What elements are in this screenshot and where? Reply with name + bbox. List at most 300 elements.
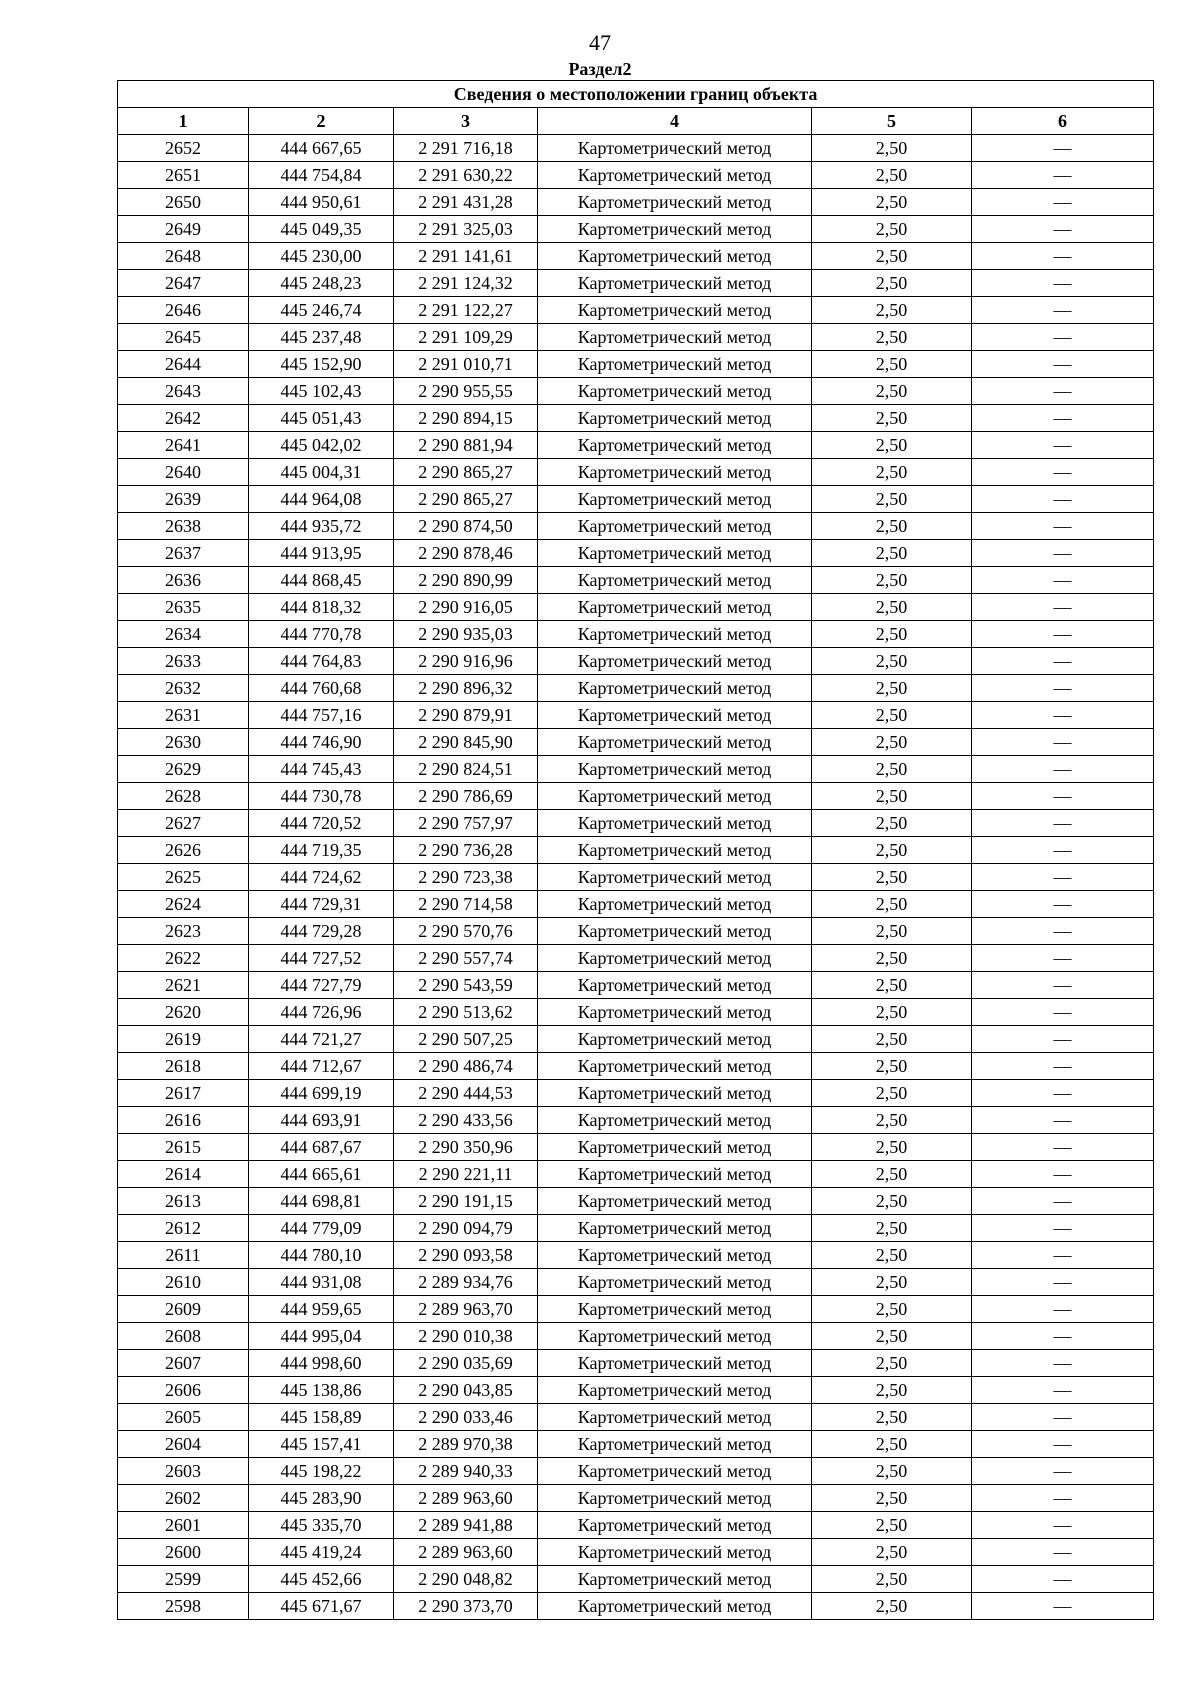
description-cell: — <box>972 648 1154 675</box>
table-row <box>118 972 1154 999</box>
y-coordinate-cell: 2 290 881,94 <box>394 432 538 459</box>
description-cell: — <box>972 135 1154 162</box>
method-cell: Картометрический метод <box>538 1431 812 1458</box>
accuracy-cell: 2,50 <box>812 1134 972 1161</box>
description-cell: — <box>972 1215 1154 1242</box>
method-cell: Картометрический метод <box>538 270 812 297</box>
x-coordinate-cell: 445 042,02 <box>249 432 394 459</box>
table-row <box>118 1377 1154 1404</box>
point-number-cell: 2616 <box>118 1107 249 1134</box>
x-coordinate-cell: 444 760,68 <box>249 675 394 702</box>
description-cell: — <box>972 162 1154 189</box>
point-number-cell: 2632 <box>118 675 249 702</box>
x-coordinate-cell: 444 729,28 <box>249 918 394 945</box>
y-coordinate-cell: 2 290 033,46 <box>394 1404 538 1431</box>
point-number-cell: 2619 <box>118 1026 249 1053</box>
accuracy-cell: 2,50 <box>812 351 972 378</box>
point-number-cell: 2640 <box>118 459 249 486</box>
table-row <box>118 324 1154 351</box>
point-number-cell: 2634 <box>118 621 249 648</box>
description-cell: — <box>972 1404 1154 1431</box>
table-body <box>118 81 1154 1620</box>
table-row <box>118 1242 1154 1269</box>
description-cell: — <box>972 216 1154 243</box>
method-cell: Картометрический метод <box>538 999 812 1026</box>
point-number-cell: 2621 <box>118 972 249 999</box>
y-coordinate-cell: 2 290 824,51 <box>394 756 538 783</box>
y-coordinate-cell: 2 290 714,58 <box>394 891 538 918</box>
table-row <box>118 1296 1154 1323</box>
x-coordinate-cell: 445 051,43 <box>249 405 394 432</box>
description-cell: — <box>972 675 1154 702</box>
accuracy-cell: 2,50 <box>812 324 972 351</box>
table-row <box>118 945 1154 972</box>
accuracy-cell: 2,50 <box>812 486 972 513</box>
point-number-cell: 2646 <box>118 297 249 324</box>
column-header: 5 <box>812 108 972 135</box>
point-number-cell: 2645 <box>118 324 249 351</box>
y-coordinate-cell: 2 290 373,70 <box>394 1593 538 1620</box>
y-coordinate-cell: 2 291 630,22 <box>394 162 538 189</box>
method-cell: Картометрический метод <box>538 162 812 189</box>
description-cell: — <box>972 837 1154 864</box>
accuracy-cell: 2,50 <box>812 1404 972 1431</box>
description-cell: — <box>972 621 1154 648</box>
method-cell: Картометрический метод <box>538 729 812 756</box>
y-coordinate-cell: 2 291 431,28 <box>394 189 538 216</box>
accuracy-cell: 2,50 <box>812 297 972 324</box>
description-cell: — <box>972 1134 1154 1161</box>
description-cell: — <box>972 1485 1154 1512</box>
table-row <box>118 162 1154 189</box>
method-cell: Картометрический метод <box>538 1404 812 1431</box>
accuracy-cell: 2,50 <box>812 1485 972 1512</box>
method-cell: Картометрический метод <box>538 243 812 270</box>
y-coordinate-cell: 2 290 486,74 <box>394 1053 538 1080</box>
x-coordinate-cell: 444 998,60 <box>249 1350 394 1377</box>
description-cell: — <box>972 351 1154 378</box>
y-coordinate-cell: 2 291 124,32 <box>394 270 538 297</box>
y-coordinate-cell: 2 290 865,27 <box>394 459 538 486</box>
accuracy-cell: 2,50 <box>812 162 972 189</box>
point-number-cell: 2617 <box>118 1080 249 1107</box>
description-cell: — <box>972 864 1154 891</box>
x-coordinate-cell: 445 419,24 <box>249 1539 394 1566</box>
description-cell: — <box>972 594 1154 621</box>
accuracy-cell: 2,50 <box>812 702 972 729</box>
y-coordinate-cell: 2 290 736,28 <box>394 837 538 864</box>
x-coordinate-cell: 444 868,45 <box>249 567 394 594</box>
accuracy-cell: 2,50 <box>812 243 972 270</box>
column-header: 2 <box>249 108 394 135</box>
description-cell: — <box>972 1242 1154 1269</box>
point-number-cell: 2652 <box>118 135 249 162</box>
table-row <box>118 351 1154 378</box>
table-row <box>118 864 1154 891</box>
accuracy-cell: 2,50 <box>812 594 972 621</box>
table-row <box>118 378 1154 405</box>
column-header: 3 <box>394 108 538 135</box>
method-cell: Картометрический метод <box>538 189 812 216</box>
accuracy-cell: 2,50 <box>812 648 972 675</box>
table-row <box>118 999 1154 1026</box>
point-number-cell: 2611 <box>118 1242 249 1269</box>
table-row <box>118 1539 1154 1566</box>
x-coordinate-cell: 444 693,91 <box>249 1107 394 1134</box>
description-cell: — <box>972 378 1154 405</box>
method-cell: Картометрический метод <box>538 1593 812 1620</box>
x-coordinate-cell: 445 138,86 <box>249 1377 394 1404</box>
description-cell: — <box>972 1188 1154 1215</box>
y-coordinate-cell: 2 290 043,85 <box>394 1377 538 1404</box>
x-coordinate-cell: 444 724,62 <box>249 864 394 891</box>
x-coordinate-cell: 444 667,65 <box>249 135 394 162</box>
description-cell: — <box>972 297 1154 324</box>
accuracy-cell: 2,50 <box>812 1242 972 1269</box>
point-number-cell: 2651 <box>118 162 249 189</box>
description-cell: — <box>972 810 1154 837</box>
accuracy-cell: 2,50 <box>812 972 972 999</box>
y-coordinate-cell: 2 290 433,56 <box>394 1107 538 1134</box>
description-cell: — <box>972 1269 1154 1296</box>
table-row <box>118 1458 1154 1485</box>
x-coordinate-cell: 445 004,31 <box>249 459 394 486</box>
accuracy-cell: 2,50 <box>812 1539 972 1566</box>
x-coordinate-cell: 444 687,67 <box>249 1134 394 1161</box>
point-number-cell: 2598 <box>118 1593 249 1620</box>
method-cell: Картометрический метод <box>538 1188 812 1215</box>
accuracy-cell: 2,50 <box>812 1269 972 1296</box>
x-coordinate-cell: 444 727,79 <box>249 972 394 999</box>
method-cell: Картометрический метод <box>538 864 812 891</box>
y-coordinate-cell: 2 290 094,79 <box>394 1215 538 1242</box>
description-cell: — <box>972 972 1154 999</box>
x-coordinate-cell: 444 726,96 <box>249 999 394 1026</box>
method-cell: Картометрический метод <box>538 1458 812 1485</box>
x-coordinate-cell: 445 452,66 <box>249 1566 394 1593</box>
method-cell: Картометрический метод <box>538 675 812 702</box>
accuracy-cell: 2,50 <box>812 1512 972 1539</box>
table-row <box>118 432 1154 459</box>
point-number-cell: 2614 <box>118 1161 249 1188</box>
table-row <box>118 675 1154 702</box>
point-number-cell: 2637 <box>118 540 249 567</box>
method-cell: Картометрический метод <box>538 810 812 837</box>
point-number-cell: 2627 <box>118 810 249 837</box>
method-cell: Картометрический метод <box>538 1134 812 1161</box>
table-row <box>118 1107 1154 1134</box>
x-coordinate-cell: 444 712,67 <box>249 1053 394 1080</box>
method-cell: Картометрический метод <box>538 756 812 783</box>
point-number-cell: 2620 <box>118 999 249 1026</box>
accuracy-cell: 2,50 <box>812 1188 972 1215</box>
accuracy-cell: 2,50 <box>812 567 972 594</box>
table-row <box>118 702 1154 729</box>
accuracy-cell: 2,50 <box>812 405 972 432</box>
method-cell: Картометрический метод <box>538 1350 812 1377</box>
description-cell: — <box>972 918 1154 945</box>
description-cell: — <box>972 1431 1154 1458</box>
x-coordinate-cell: 444 720,52 <box>249 810 394 837</box>
point-number-cell: 2599 <box>118 1566 249 1593</box>
table-row <box>118 783 1154 810</box>
point-number-cell: 2635 <box>118 594 249 621</box>
x-coordinate-cell: 445 237,48 <box>249 324 394 351</box>
x-coordinate-cell: 445 335,70 <box>249 1512 394 1539</box>
y-coordinate-cell: 2 290 874,50 <box>394 513 538 540</box>
point-number-cell: 2625 <box>118 864 249 891</box>
table-row <box>118 1188 1154 1215</box>
accuracy-cell: 2,50 <box>812 1377 972 1404</box>
y-coordinate-cell: 2 290 570,76 <box>394 918 538 945</box>
table-row <box>118 513 1154 540</box>
accuracy-cell: 2,50 <box>812 1593 972 1620</box>
y-coordinate-cell: 2 291 716,18 <box>394 135 538 162</box>
y-coordinate-cell: 2 290 865,27 <box>394 486 538 513</box>
x-coordinate-cell: 445 152,90 <box>249 351 394 378</box>
x-coordinate-cell: 444 727,52 <box>249 945 394 972</box>
table-row <box>118 1161 1154 1188</box>
y-coordinate-cell: 2 290 093,58 <box>394 1242 538 1269</box>
table-header-row <box>118 108 1154 135</box>
table-row <box>118 297 1154 324</box>
x-coordinate-cell: 445 157,41 <box>249 1431 394 1458</box>
method-cell: Картометрический метод <box>538 1296 812 1323</box>
description-cell: — <box>972 540 1154 567</box>
y-coordinate-cell: 2 290 890,99 <box>394 567 538 594</box>
table-row <box>118 1080 1154 1107</box>
y-coordinate-cell: 2 289 934,76 <box>394 1269 538 1296</box>
y-coordinate-cell: 2 290 916,96 <box>394 648 538 675</box>
point-number-cell: 2612 <box>118 1215 249 1242</box>
accuracy-cell: 2,50 <box>812 837 972 864</box>
accuracy-cell: 2,50 <box>812 1350 972 1377</box>
description-cell: — <box>972 1080 1154 1107</box>
table-row <box>118 189 1154 216</box>
table-row <box>118 1431 1154 1458</box>
x-coordinate-cell: 444 959,65 <box>249 1296 394 1323</box>
method-cell: Картометрический метод <box>538 783 812 810</box>
accuracy-cell: 2,50 <box>812 621 972 648</box>
table-row <box>118 216 1154 243</box>
x-coordinate-cell: 444 764,83 <box>249 648 394 675</box>
description-cell: — <box>972 459 1154 486</box>
y-coordinate-cell: 2 290 786,69 <box>394 783 538 810</box>
description-cell: — <box>972 1161 1154 1188</box>
y-coordinate-cell: 2 290 513,62 <box>394 999 538 1026</box>
accuracy-cell: 2,50 <box>812 891 972 918</box>
y-coordinate-cell: 2 289 940,33 <box>394 1458 538 1485</box>
table-row <box>118 810 1154 837</box>
method-cell: Картометрический метод <box>538 540 812 567</box>
method-cell: Картометрический метод <box>538 702 812 729</box>
accuracy-cell: 2,50 <box>812 1431 972 1458</box>
description-cell: — <box>972 405 1154 432</box>
point-number-cell: 2608 <box>118 1323 249 1350</box>
method-cell: Картометрический метод <box>538 567 812 594</box>
point-number-cell: 2633 <box>118 648 249 675</box>
table-caption: Сведения о местоположении границ объекта <box>118 81 1154 108</box>
description-cell: — <box>972 1458 1154 1485</box>
y-coordinate-cell: 2 290 879,91 <box>394 702 538 729</box>
y-coordinate-cell: 2 291 141,61 <box>394 243 538 270</box>
table-row <box>118 1269 1154 1296</box>
point-number-cell: 2647 <box>118 270 249 297</box>
y-coordinate-cell: 2 290 010,38 <box>394 1323 538 1350</box>
y-coordinate-cell: 2 291 325,03 <box>394 216 538 243</box>
description-cell: — <box>972 1296 1154 1323</box>
point-number-cell: 2642 <box>118 405 249 432</box>
accuracy-cell: 2,50 <box>812 675 972 702</box>
description-cell: — <box>972 270 1154 297</box>
x-coordinate-cell: 444 818,32 <box>249 594 394 621</box>
table-row <box>118 1566 1154 1593</box>
x-coordinate-cell: 444 779,09 <box>249 1215 394 1242</box>
x-coordinate-cell: 445 671,67 <box>249 1593 394 1620</box>
point-number-cell: 2615 <box>118 1134 249 1161</box>
x-coordinate-cell: 445 246,74 <box>249 297 394 324</box>
x-coordinate-cell: 444 729,31 <box>249 891 394 918</box>
x-coordinate-cell: 445 102,43 <box>249 378 394 405</box>
y-coordinate-cell: 2 291 010,71 <box>394 351 538 378</box>
point-number-cell: 2618 <box>118 1053 249 1080</box>
point-number-cell: 2602 <box>118 1485 249 1512</box>
page-number: 47 <box>589 30 611 55</box>
x-coordinate-cell: 444 950,61 <box>249 189 394 216</box>
accuracy-cell: 2,50 <box>812 1323 972 1350</box>
method-cell: Картометрический метод <box>538 1215 812 1242</box>
y-coordinate-cell: 2 290 723,38 <box>394 864 538 891</box>
y-coordinate-cell: 2 290 845,90 <box>394 729 538 756</box>
accuracy-cell: 2,50 <box>812 1080 972 1107</box>
accuracy-cell: 2,50 <box>812 864 972 891</box>
description-cell: — <box>972 1053 1154 1080</box>
accuracy-cell: 2,50 <box>812 270 972 297</box>
x-coordinate-cell: 444 698,81 <box>249 1188 394 1215</box>
x-coordinate-cell: 445 230,00 <box>249 243 394 270</box>
table-row <box>118 648 1154 675</box>
table-row <box>118 1215 1154 1242</box>
description-cell: — <box>972 783 1154 810</box>
column-header: 4 <box>538 108 812 135</box>
method-cell: Картометрический метод <box>538 648 812 675</box>
accuracy-cell: 2,50 <box>812 1458 972 1485</box>
table-row <box>118 918 1154 945</box>
table-row <box>118 594 1154 621</box>
description-cell: — <box>972 324 1154 351</box>
point-number-cell: 2639 <box>118 486 249 513</box>
description-cell: — <box>972 486 1154 513</box>
method-cell: Картометрический метод <box>538 837 812 864</box>
description-cell: — <box>972 945 1154 972</box>
point-number-cell: 2605 <box>118 1404 249 1431</box>
x-coordinate-cell: 445 198,22 <box>249 1458 394 1485</box>
description-cell: — <box>972 1350 1154 1377</box>
method-cell: Картометрический метод <box>538 594 812 621</box>
description-cell: — <box>972 1539 1154 1566</box>
accuracy-cell: 2,50 <box>812 1566 972 1593</box>
y-coordinate-cell: 2 290 543,59 <box>394 972 538 999</box>
method-cell: Картометрический метод <box>538 1539 812 1566</box>
point-number-cell: 2600 <box>118 1539 249 1566</box>
method-cell: Картометрический метод <box>538 621 812 648</box>
point-number-cell: 2649 <box>118 216 249 243</box>
table-row <box>118 540 1154 567</box>
method-cell: Картометрический метод <box>538 1377 812 1404</box>
y-coordinate-cell: 2 290 035,69 <box>394 1350 538 1377</box>
table-row <box>118 1593 1154 1620</box>
x-coordinate-cell: 444 757,16 <box>249 702 394 729</box>
point-number-cell: 2622 <box>118 945 249 972</box>
table-row <box>118 891 1154 918</box>
point-number-cell: 2631 <box>118 702 249 729</box>
method-cell: Картометрический метод <box>538 378 812 405</box>
table-row <box>118 270 1154 297</box>
accuracy-cell: 2,50 <box>812 1296 972 1323</box>
accuracy-cell: 2,50 <box>812 513 972 540</box>
point-number-cell: 2624 <box>118 891 249 918</box>
y-coordinate-cell: 2 290 935,03 <box>394 621 538 648</box>
point-number-cell: 2648 <box>118 243 249 270</box>
method-cell: Картометрический метод <box>538 324 812 351</box>
y-coordinate-cell: 2 289 963,70 <box>394 1296 538 1323</box>
description-cell: — <box>972 756 1154 783</box>
method-cell: Картометрический метод <box>538 216 812 243</box>
point-number-cell: 2644 <box>118 351 249 378</box>
accuracy-cell: 2,50 <box>812 756 972 783</box>
y-coordinate-cell: 2 290 955,55 <box>394 378 538 405</box>
method-cell: Картометрический метод <box>538 135 812 162</box>
point-number-cell: 2606 <box>118 1377 249 1404</box>
point-number-cell: 2601 <box>118 1512 249 1539</box>
description-cell: — <box>972 1107 1154 1134</box>
point-number-cell: 2650 <box>118 189 249 216</box>
accuracy-cell: 2,50 <box>812 810 972 837</box>
table-row <box>118 756 1154 783</box>
description-cell: — <box>972 1323 1154 1350</box>
point-number-cell: 2638 <box>118 513 249 540</box>
accuracy-cell: 2,50 <box>812 1215 972 1242</box>
accuracy-cell: 2,50 <box>812 783 972 810</box>
method-cell: Картометрический метод <box>538 1161 812 1188</box>
accuracy-cell: 2,50 <box>812 1161 972 1188</box>
description-cell: — <box>972 729 1154 756</box>
point-number-cell: 2610 <box>118 1269 249 1296</box>
x-coordinate-cell: 444 770,78 <box>249 621 394 648</box>
method-cell: Картометрический метод <box>538 297 812 324</box>
point-number-cell: 2643 <box>118 378 249 405</box>
accuracy-cell: 2,50 <box>812 216 972 243</box>
x-coordinate-cell: 444 721,27 <box>249 1026 394 1053</box>
method-cell: Картометрический метод <box>538 1080 812 1107</box>
y-coordinate-cell: 2 290 191,15 <box>394 1188 538 1215</box>
table-row <box>118 486 1154 513</box>
method-cell: Картометрический метод <box>538 1566 812 1593</box>
table-row <box>118 243 1154 270</box>
table-row <box>118 1404 1154 1431</box>
method-cell: Картометрический метод <box>538 486 812 513</box>
point-number-cell: 2607 <box>118 1350 249 1377</box>
point-number-cell: 2641 <box>118 432 249 459</box>
y-coordinate-cell: 2 289 970,38 <box>394 1431 538 1458</box>
point-number-cell: 2630 <box>118 729 249 756</box>
y-coordinate-cell: 2 291 122,27 <box>394 297 538 324</box>
y-coordinate-cell: 2 291 109,29 <box>394 324 538 351</box>
y-coordinate-cell: 2 290 757,97 <box>394 810 538 837</box>
accuracy-cell: 2,50 <box>812 378 972 405</box>
description-cell: — <box>972 243 1154 270</box>
y-coordinate-cell: 2 290 896,32 <box>394 675 538 702</box>
